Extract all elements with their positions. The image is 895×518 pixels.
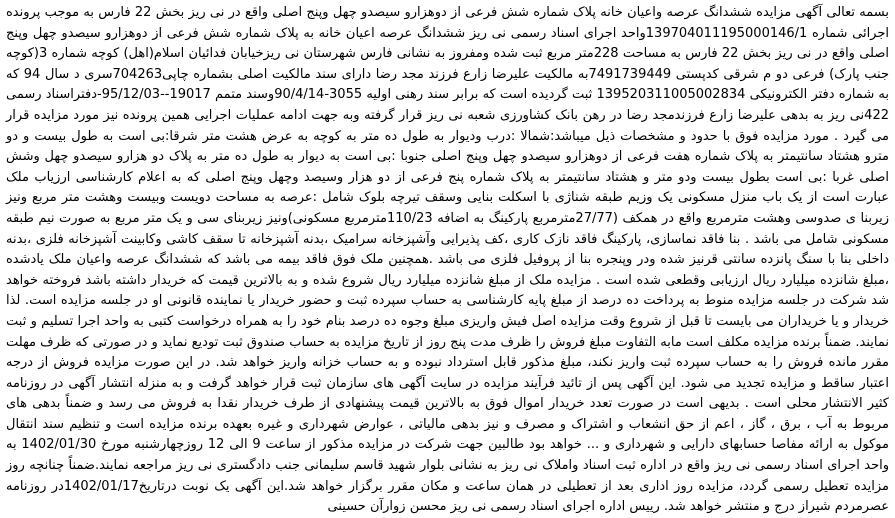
auction-notice-text: بسمه تعالی آگهی مزایده ششدانگ عرصه واعیان خانه پلاک شماره شش فرعی از دوهزارو سیصدو چهل وپنج اصلی واقع در نی ریز بخش 22 فارس به موجب پرونده اجرائی شماره 139704011195000146/1واحد اجرای اسناد رسمی نی ریز ششدانگ عرصه اعیان خانه به پلاک شماره شش فرعی از دوهزارو سیصدو چهل وپنج اصلی واقع در نی ریز بخش 22 فارس به مساحت 228متر مربع ثبت شده ومفروز به نشانی فارس شهرستان نی ریزخیابان فدائیان اسلام(اهل) کوچه شماره 3(کوچه جنب پارک) فرعی دو م شرقی کدپستی 7491739449به مالکیت علیرضا زارع فرزند مجد رضا دارای سند مالکیت اصلی بشماره چاپی704263سری د سال 94 که به شماره دفتر الکترونیکی 139520311005002834 ثبت گردیده است که برابر سند رهنی اولیه 3055-90/4/14وسند متمم 19017--95/12/03-دفتراسناد رسمی 422نی ریز به بدهی علیرضا زارع فرزندمجد رضا در رهن بانک کشاورزی شعبه نی ریز قرار گرفته وبه جهت ادامه عملیات اجرایی همین پرونده نیز مورد مزایده قرار می گیرد . مورد مزایده فوق با حدود و مشخصات ذیل میباشد:شمالا :درب ودیوار به طول ده متر به کوچه به عرض هشت متر شرقا:بی است به طول بیست و دو مترو هشتاد سانتیمتر به پلاک شماره هفت فرعی از دوهزارو سیصدو چهل وپنج اصلی جنوبا :بی است به دیوار به طول ده متر به پلاک دو هزارو سیصدو چهل وشش اصلی غربا :بی است بطول بیست ودو متر و هشتاد سانتیمتر به پلاک شماره پنج فرعی از دو هزار وسیصد وچهل وپنج اصلی که به اعلام کارشناسی ارزیاب ملک عبارت است از یک باب منزل مسکونی یک وزیم طبقه شناژی با اسکلت بنایی وسقف تیرچه بلوک شامل :عرصه به مساحت دویست وبیست وهشت متر مربع ونیز زیربنا ی صدوسی وهشت مترمربع واقع در همکف (27/77مترمربع پارکینگ به اضافه 110/23مترمربع مسکونی)ونیز زیربنای سی و یک متر مربع به صورت نیم طبقه مسکونی شامل می باشد . بنا فاقد نماسازی، پارکینگ فاقد نازک کاری ،کف پذیرایی وآشپزخانه سرامیک ،بدنه آشپزخانه تا سقف کاشی وکابینت آشپزخانه فلزی ،بدنه داخلی بنا با سنگ پانزده سانتی قرنیز شده ودر وپنجره بنا از پروفیل فلزی می باشد .همچنین ملک فوق فاقد بیمه می باشد که ششدانگ عرصه واعیان ملک یادشده ،مبلغ شانزده میلیارد ریال ارزیابی وقطعی شده است . مزایده ملک از مبلغ شانزده میلیارد ریال شروع شده و به بالاترین قیمت که خریدار داشته باشد فروخته خواهد شد شرکت در جلسه مزایده منوط به پرداخت ده درصد از مبلغ پایه کارشناسی به حساب سپرده ثبت و حضور خریدار یا نماینده قانونی او در جلسه مزایده است. لذا خریدار و یا خریداران می بایست تا قبل از شروع وقت مزایده اصل فیش واریزی مبلغ وجوه ده درصد بنام خود را به همراه درخواست کتبی به واحد اجرا تسلیم و ثبت نمایند. ضمناً برنده مزایده مکلف است مابه التفاوت مبلغ فروش را ظرف مدت پنج روز از تاریخ مزایده به حساب صندوق ثبت تودیع نماید و در صورتی که ظرف مهلت مقرر مانده فروش را به حساب سپرده ثبت واریز نکند، مبلغ مذکور قابل استرداد نبوده و به حساب خزانه واریز خواهد شد. در این صورت مزایده فروش از درجه اعتبار ساقط و مزایده تجدید می شود. این آگهی پس از تائید فرآیند مزایده در سایت آگهی های سازمان ثبت قرار خواهد گرفت و به منزله انتشار آگهی در روزنامه کثیر الانتشار محلی است . بدیهی است در صورت تعدد خریدار اموال فوق به بالاترین قیمت پیشنهادی از طرف خریدار نقدا به فروش می رسد و ضمناً بدهی های مربوط به آب ، برق ، گاز ، اعم از حق انشعاب و اشتراک و مصرف و نیز بدهی مالیاتی ، عوارض شهرداری و غیره بعهده برنده مزایده است و تنظیم سند انتقال موکول به ارائه مفاصا حسابهای دارایی و شهرداری و ... خواهد بود طالبین جهت شرکت در مزایده مذکور از ساعت 9 الی 12 روزچهارشنبه مورخ 1402/01/30 به واحد اجرای اسناد رسمی نی ریز واقع در اداره ثبت اسناد واملاک نی ریز به نشانی بلوار شهید قاسم سلیمانی جنب دادگستری نی ریز مراجعه نمایند.ضمناً چنانچه روز مزایده تعطیل رسمی گردد، مزایده روز اداری بعد از تعطیلی در همان ساعت و مکان مقرر برگزار خواهد شد.این آگهی یک نوبت درتاریخ1402/01/17در روزنامه عصرمردم شیراز درج و منتشر خواهد شد. رییس اداره اجرای اسناد رسمی نی ریز محسن زوارآن حسینی xyxy=(6,5,890,515)
